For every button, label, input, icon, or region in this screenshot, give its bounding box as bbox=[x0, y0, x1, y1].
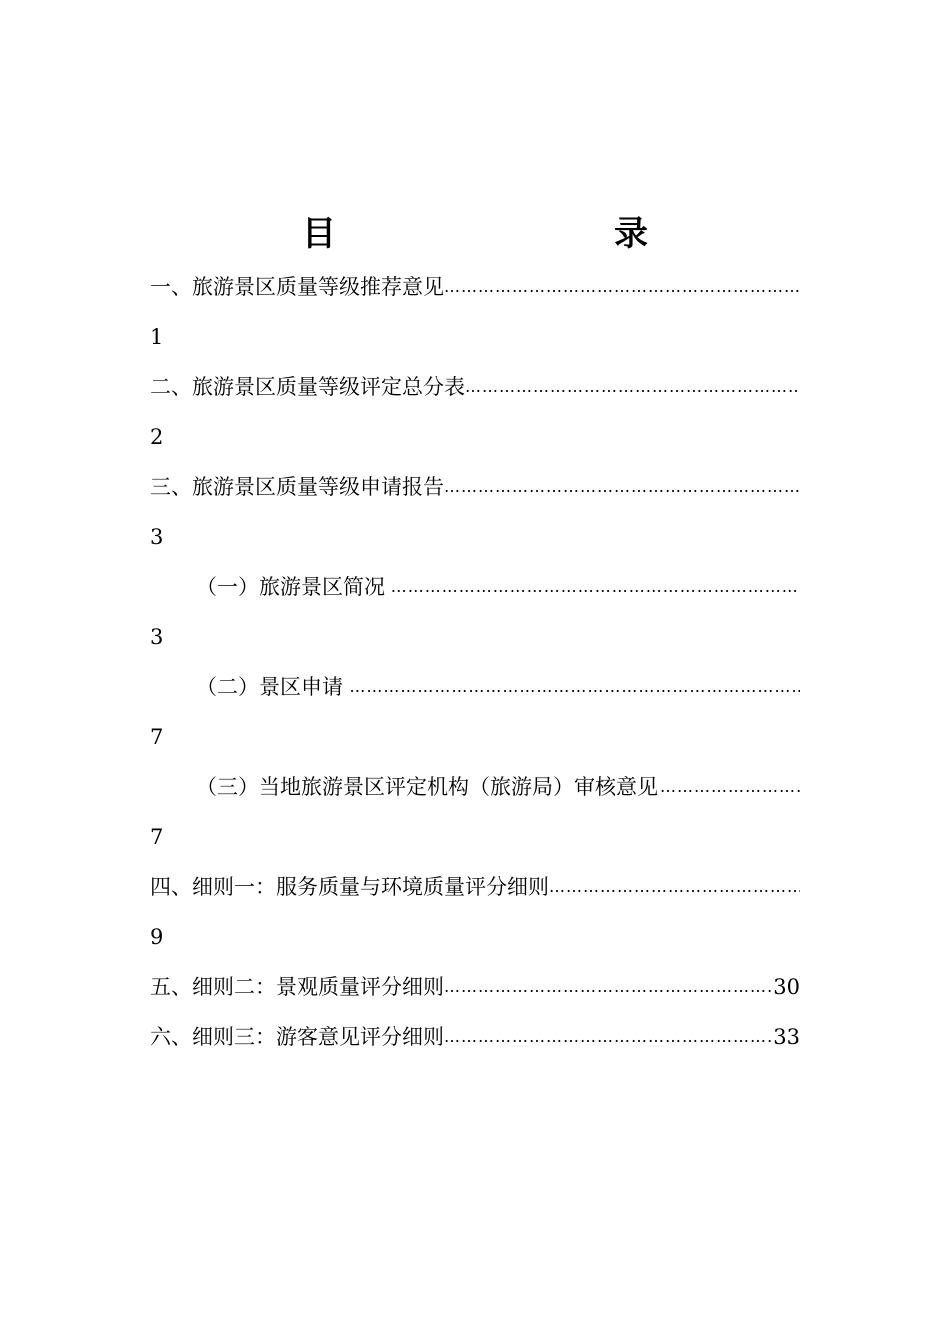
toc-entry-page: 2 bbox=[150, 425, 164, 449]
dot-leader bbox=[391, 565, 800, 609]
toc-entry-page: 30 bbox=[773, 975, 800, 999]
toc-entry-label: （三）当地旅游景区评定机构（旅游局）审核意见 bbox=[196, 775, 658, 799]
toc-entry-label: 四、细则一：服务质量与环境质量评分细则 bbox=[150, 875, 549, 899]
dot-leader bbox=[444, 1015, 773, 1059]
toc-entry-label: 一、旅游景区质量等级推荐意见 bbox=[150, 275, 444, 299]
toc-title: 目 录 bbox=[302, 214, 718, 254]
toc-entry-label: 六、细则三：游客意见评分细则 bbox=[150, 1025, 444, 1049]
toc-entry-label: （一）旅游景区简况 bbox=[196, 575, 385, 599]
toc-entry-page: 7 bbox=[150, 725, 164, 749]
toc-entry[interactable] bbox=[150, 462, 800, 512]
toc-entry-page: 3 bbox=[150, 525, 164, 549]
dot-leader bbox=[349, 665, 800, 709]
toc-entry-label: 三、旅游景区质量等级申请报告 bbox=[150, 475, 444, 499]
toc-entry-page: 3 bbox=[150, 625, 164, 649]
toc-entry-label: （二）景区申请 bbox=[196, 675, 343, 699]
toc-entry-label: 二、旅游景区质量等级评定总分表 bbox=[150, 375, 465, 399]
toc-entry[interactable] bbox=[150, 262, 800, 312]
dot-leader bbox=[444, 465, 800, 509]
toc-entry[interactable] bbox=[150, 962, 800, 1012]
toc-entry-label: 五、细则二：景观质量评分细则 bbox=[150, 975, 444, 999]
toc-entry-page: 33 bbox=[773, 1025, 800, 1049]
toc-entry-page: 9 bbox=[150, 925, 164, 949]
dot-leader bbox=[549, 865, 800, 909]
toc-subentry[interactable] bbox=[150, 562, 800, 612]
dot-leader bbox=[465, 365, 800, 409]
toc-entry[interactable] bbox=[150, 362, 800, 412]
dot-leader bbox=[660, 765, 800, 809]
toc-entry-page: 1 bbox=[150, 325, 164, 349]
toc-entry-page: 7 bbox=[150, 825, 164, 849]
toc-subentry[interactable] bbox=[150, 662, 800, 712]
dot-leader bbox=[444, 965, 773, 1009]
toc-entry[interactable] bbox=[150, 1012, 800, 1062]
table-of-contents bbox=[150, 262, 800, 1062]
toc-subentry[interactable] bbox=[150, 762, 800, 812]
toc-entry[interactable] bbox=[150, 862, 800, 912]
dot-leader bbox=[444, 265, 800, 309]
